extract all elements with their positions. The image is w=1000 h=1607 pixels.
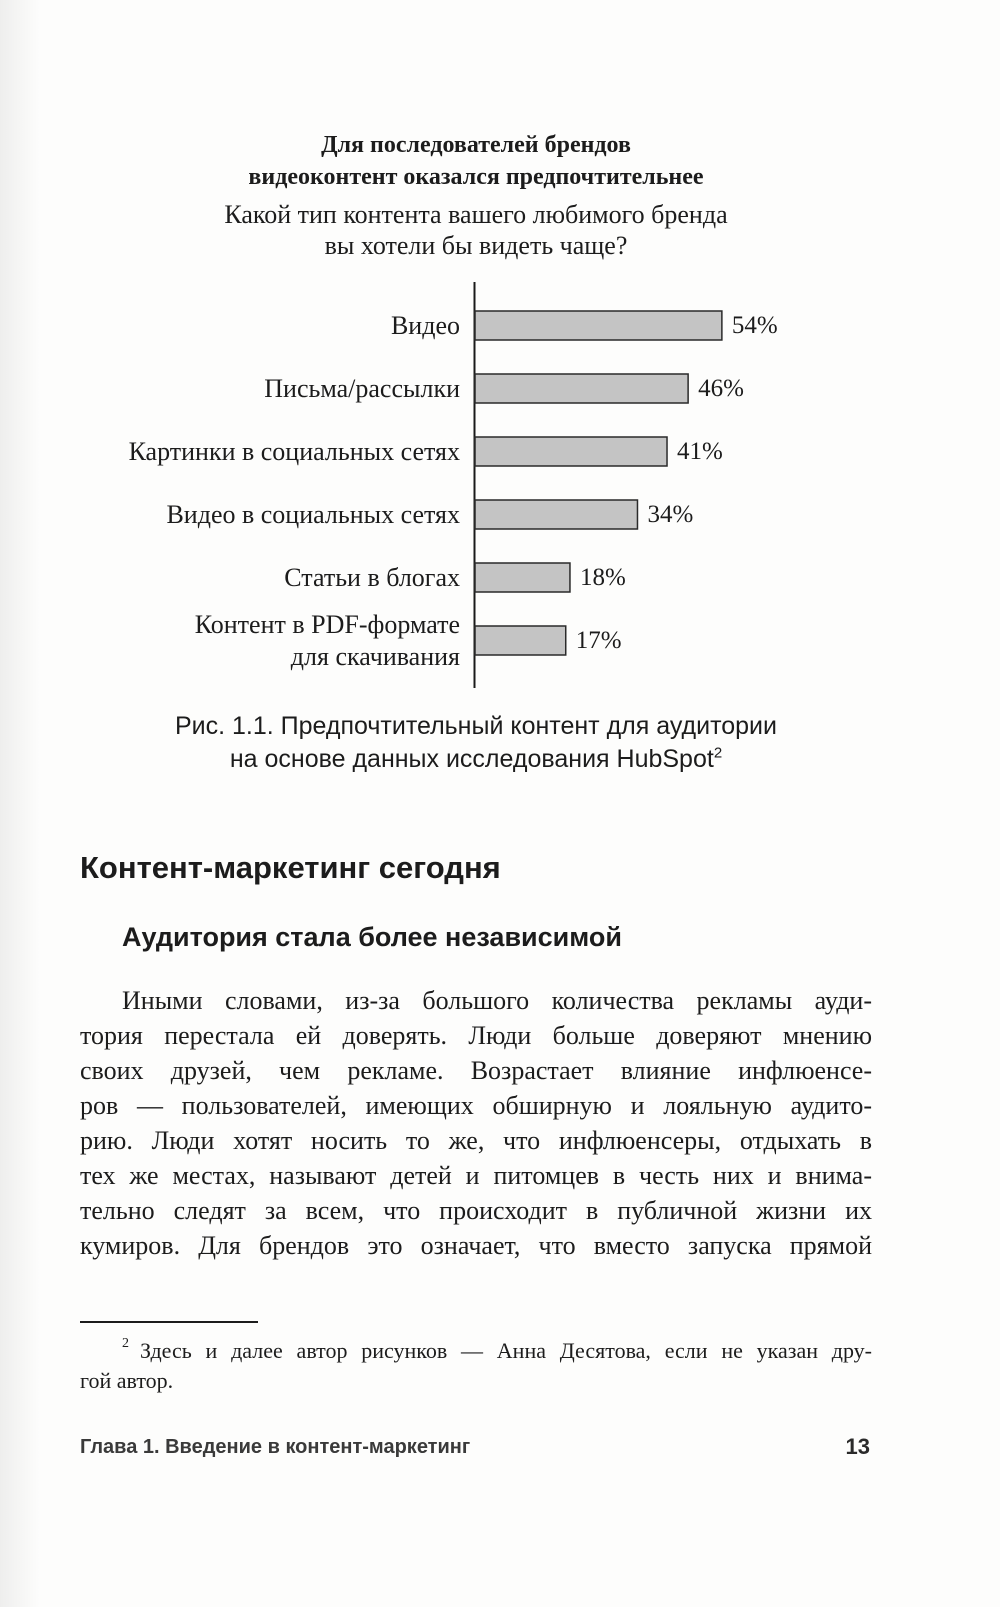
caption-line-1: Рис. 1.1. Предпочтительный контент для аудитории: [175, 712, 777, 740]
value-label-5: 18%: [579, 563, 626, 591]
category-label-3: Картинки в социальных сетях: [128, 436, 460, 466]
figure-caption: [80, 710, 872, 776]
section-subheading: Аудитория стала более независимой: [122, 922, 622, 952]
section-heading: Контент-маркетинг сегодня: [80, 850, 501, 885]
bar-2: [475, 374, 688, 403]
value-label-4: 34%: [647, 500, 694, 528]
category-label-4: Видео в социальных сетях: [166, 499, 460, 529]
chart-title-line-1: Для последователей брендов: [321, 132, 631, 158]
paragraph-line: тех же местах, называют детей и питомцев в честь них и внима-: [80, 1161, 872, 1190]
chart-subtitle-line-1: Какой тип контента вашего любимого бренда: [224, 200, 728, 229]
value-label-2: 46%: [698, 374, 744, 402]
category-label-5: Статьи в блогах: [284, 562, 460, 592]
bar-4: [475, 500, 637, 529]
footnote-line-1: [80, 1336, 872, 1366]
category-label-2: Письма/рассылки: [264, 373, 460, 403]
footnote: [80, 1336, 872, 1396]
caption-footnote-ref: 2: [713, 744, 723, 762]
paragraph-line: кумиров. Для брендов это означает, что вместо запуска прямой: [80, 1231, 872, 1260]
footnote-marker: 2: [122, 1336, 129, 1351]
footnote-text-line-2: гой автор.: [80, 1368, 174, 1393]
bar-chart: [0, 0, 1000, 720]
bar-5: [475, 563, 570, 592]
value-label-3: 41%: [677, 437, 723, 465]
body-paragraph: [80, 983, 872, 1263]
value-label-1: 54%: [731, 311, 778, 339]
category-label-1: Видео: [390, 310, 460, 340]
paragraph-line: тория перестала ей доверять. Люди больше доверяют мнению: [80, 1021, 872, 1050]
paragraph-line: тельно следят за всем, что происходит в публичной жизни их: [80, 1196, 872, 1225]
bar-6: [475, 626, 566, 655]
paragraph-line: рию. Люди хотят носить то же, что инфлюенсеры, отдыхать в: [80, 1126, 872, 1155]
bar-1: [475, 311, 722, 340]
bar-group: [475, 311, 722, 655]
footnote-divider: [80, 1321, 258, 1323]
paragraph-line: своих друзей, чем рекламе. Возрастает влияние инфлюенсе-: [80, 1056, 872, 1085]
paragraph-line: ров — пользователей, имеющих обширную и лояльную аудито-: [80, 1091, 872, 1120]
caption-line-2: [80, 743, 872, 776]
bar-3: [475, 437, 667, 466]
value-label-6: 17%: [575, 626, 622, 654]
category-label-6: Контент в PDF-формате для скачивания: [194, 609, 460, 671]
paragraph-line: Иными словами, из-за большого количества рекламы ауди-: [122, 986, 872, 1015]
footnote-text-line-1: Здесь и далее автор рисунков — Анна Десятова, если не указан дру-: [140, 1338, 872, 1363]
page-number: 13: [845, 1434, 870, 1459]
caption-line-2-text: на основе данных исследования HubSpot: [229, 745, 714, 773]
chart-subtitle-line-2: вы хотели бы видеть чаще?: [324, 231, 628, 260]
running-head: Глава 1. Введение в контент-маркетинг: [80, 1436, 471, 1458]
chart-title-line-2: видеоконтент оказался предпочтительнее: [248, 164, 704, 190]
